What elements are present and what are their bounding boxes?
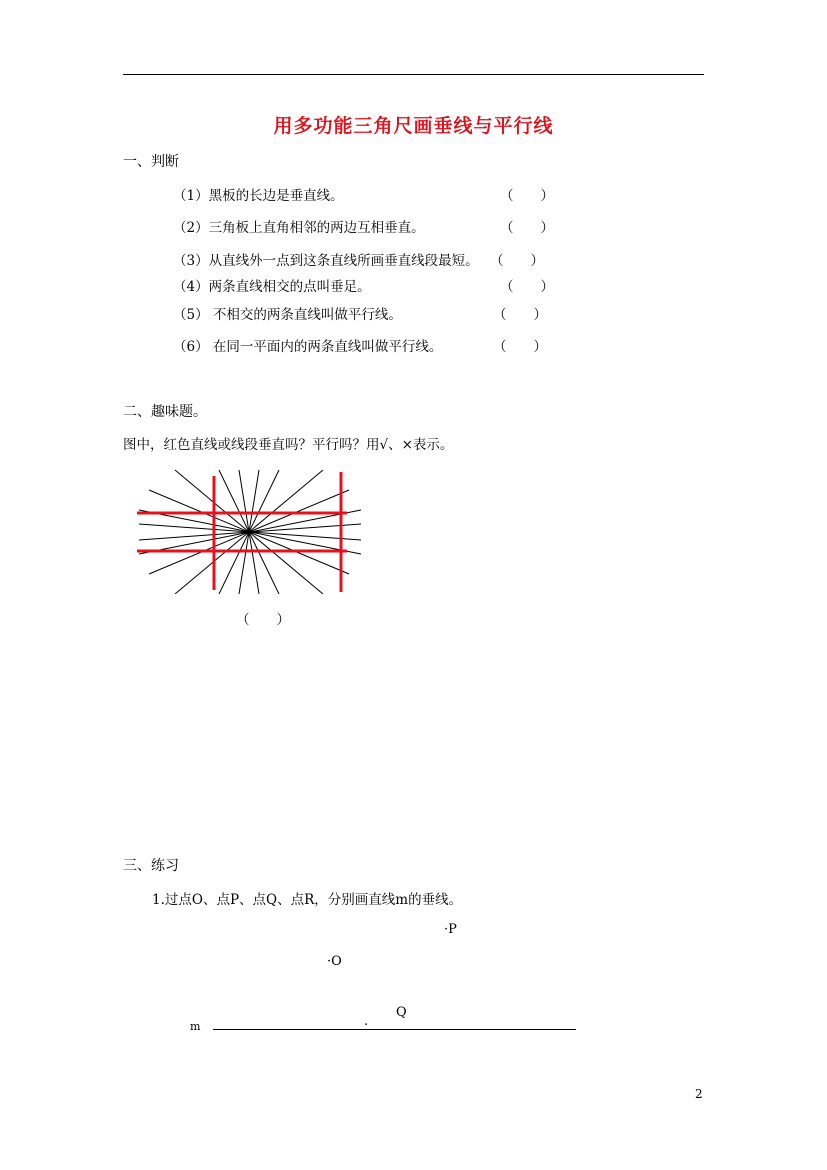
page-number: 2 [695,1087,703,1101]
judgment-item-4: （4）两条直线相交的点叫垂足。 [173,279,371,295]
judgment-item-6: （6） 在同一平面内的两条直线叫做平行线。 [173,339,443,355]
section2-heading: 二、趣味题。 [123,404,207,420]
point-q-label: Q [396,1005,407,1020]
judgment-item-5: （5） 不相交的两条直线叫做平行线。 [173,307,402,323]
point-o-label: ·O [327,954,342,969]
header-rule [123,74,704,75]
judgment-item-2: （2）三角板上直角相邻的两边互相垂直。 [173,220,425,236]
section3-heading: 三、练习 [123,858,179,874]
judgment-blank-2[interactable]: （ ） [500,220,554,236]
line-m-label: m [190,1020,201,1033]
line-m [213,1029,576,1030]
point-p-label: ·P [444,922,457,937]
judgment-blank-3[interactable]: （ ） [490,253,544,269]
judgment-blank-5[interactable]: （ ） [493,307,547,323]
point-r-dot: . [364,1014,369,1029]
judgment-blank-1[interactable]: （ ） [500,188,554,204]
judgment-item-3: （3）从直线外一点到这条直线所画垂直线段最短。 [173,253,479,269]
judgment-item-1: （1）黑板的长边是垂直线。 [173,188,344,204]
judgment-blank-4[interactable]: （ ） [500,279,554,295]
judgment-blank-6[interactable]: （ ） [493,339,547,355]
section3-question: 1.过点O、点P、点Q、点R，分别画直线m的垂线。 [152,892,463,908]
radiating-lines [139,470,361,594]
section2-blank[interactable]: （ ） [236,612,290,628]
section2-question: 图中，红色直线或线段垂直吗？平行吗？用√、×表示。 [123,437,454,453]
page-title: 用多功能三角尺画垂线与平行线 [273,115,554,137]
section1-heading: 一、判断 [123,154,179,170]
perpendicular-parallel-figure [135,468,367,594]
